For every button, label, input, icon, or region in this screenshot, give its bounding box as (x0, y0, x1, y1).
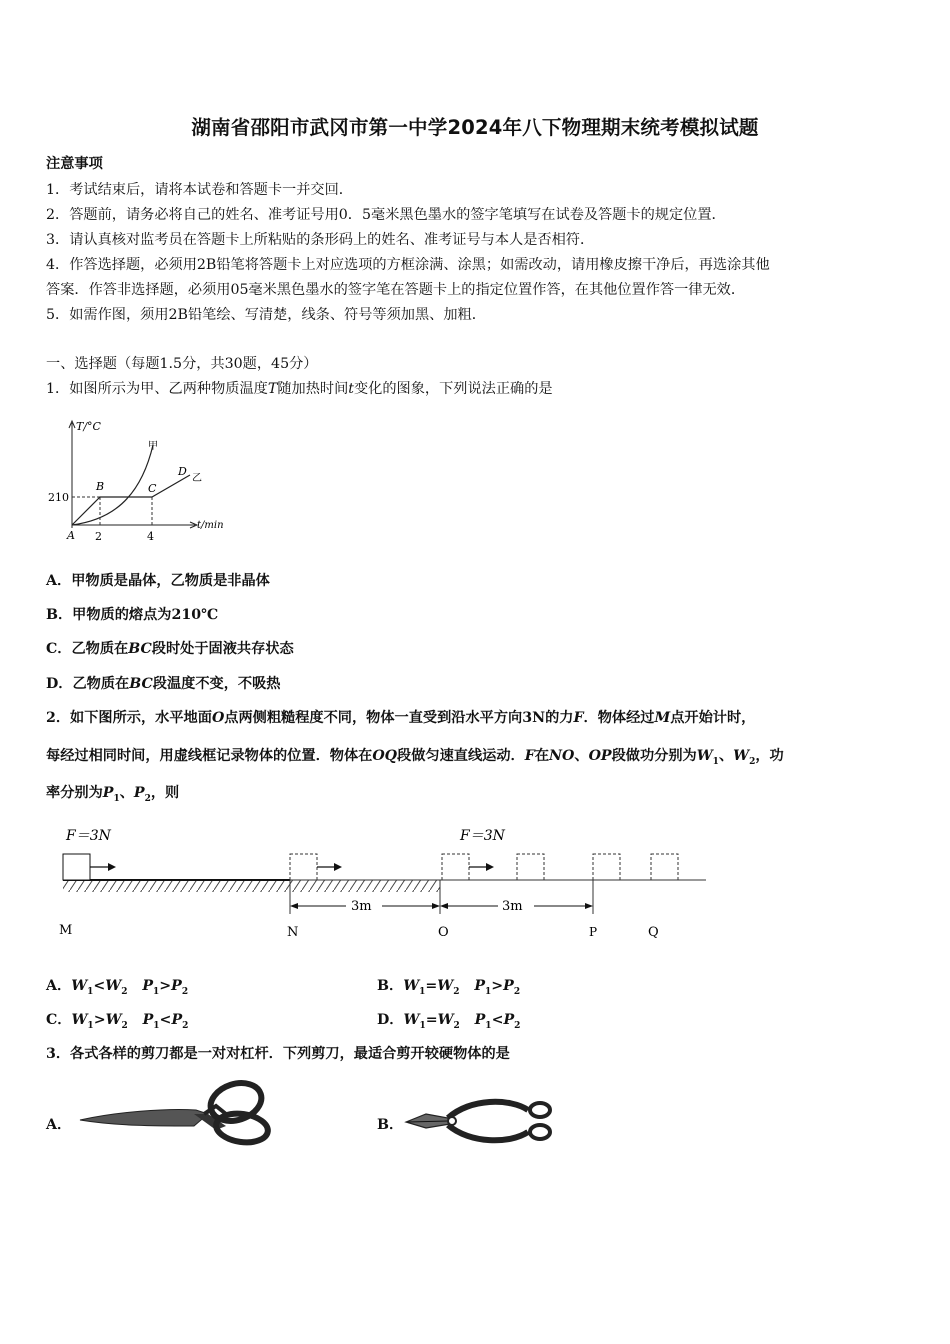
q2-option-a: A．$W_1<W_2$ $P_1>P_2$ (46, 978, 189, 997)
y-tick: 210 (48, 491, 69, 504)
q1-option-b: B．甲物质的熔点为210℃ (46, 607, 219, 623)
q1-option-a: A．甲物质是晶体，乙物质是非晶体 (46, 573, 270, 589)
page-title: 湖南省邵阳市武冈市第一中学2024年八下物理期末统考模拟试题 (191, 116, 759, 139)
notice-item: 5．如需作图，须用2B铅笔绘、写清楚，线条、符号等须加黑、加粗． (46, 307, 486, 323)
q2-stem-line1: 2．如下图所示，水平地面O点两侧粗糙程度不同，物体一直受到沿水平方向3N的力F．物体经过M点开始计时， (46, 710, 756, 726)
q2-stem-line2: 每经过相同时间，用虚线框记录物体的位置．物体在OQ段做匀速直线运动．F在NO、OP段做功分别为$W_1$、$W_2$，功 (46, 748, 784, 767)
curve-label: 甲 (148, 441, 158, 452)
q1-stem: 1．如图所示为甲、乙两种物质温度T随加热时间t变化的图象，下列说法正确的是 (46, 381, 553, 397)
point-label: A (67, 529, 75, 542)
force-label: F＝3N (460, 828, 505, 844)
notice-heading: 注意事项 (46, 156, 103, 172)
section-heading: 一、选择题（每题1.5分，共30题，45分） (46, 356, 318, 372)
notice-item: 1．考试结束后，请将本试卷和答题卡一并交回． (46, 182, 353, 198)
scissors-long-blade-icon (76, 1074, 296, 1149)
point-label-p: P (589, 925, 598, 939)
q3-option-b: B． (377, 1117, 404, 1133)
q2-motion-diagram (46, 818, 726, 948)
y-axis-label: T/°C (76, 420, 101, 433)
distance-label: 3m (502, 899, 523, 914)
curve-yi (72, 475, 190, 525)
notice-item: 2．答题前，请务必将自己的姓名、准考证号用0．5毫米黑色墨水的签字笔填写在试卷及答题卡的规定位置． (46, 207, 726, 223)
notice-item: 答案．作答非选择题，必须用05毫米黑色墨水的签字笔在答题卡上的指定位置作答，在其他位置作答一律无效． (46, 282, 746, 298)
point-label-n: N (287, 925, 299, 940)
point-label: B (96, 480, 105, 493)
point-label-q: Q (648, 925, 659, 940)
point-label-o: O (438, 925, 449, 940)
force-label: F＝3N (66, 828, 111, 844)
x-axis-label: t/min (197, 520, 224, 531)
distance-label: 3m (351, 899, 372, 914)
point-label-m: M (59, 923, 73, 938)
scissors-short-blade-icon (400, 1092, 560, 1152)
notice-item: 4．作答选择题，必须用2B铅笔将答题卡上对应选项的方框涂满、涂黑；如需改动，请用橡皮擦干净后，再选涂其他 (46, 257, 770, 273)
q1-option-d: D．乙物质在BC段温度不变，不吸热 (46, 676, 281, 692)
q2-option-b: B．$W_1=W_2$ $P_1>P_2$ (377, 978, 521, 997)
q1-temperature-graph (40, 415, 240, 545)
curve-label: 乙 (192, 473, 202, 484)
point-label: D (178, 465, 187, 478)
x-tick: 2 (95, 530, 102, 543)
notice-item: 3．请认真核对监考员在答题卡上所粘贴的条形码上的姓名、准考证号与本人是否相符． (46, 232, 595, 248)
point-label: C (148, 482, 157, 495)
q2-option-c: C．$W_1>W_2$ $P_1<P_2$ (46, 1012, 189, 1031)
q3-stem: 3．各式各样的剪刀都是一对对杠杆．下列剪刀，最适合剪开较硬物体的是 (46, 1046, 510, 1062)
q3-option-a: A． (46, 1117, 72, 1133)
q1-option-c: C．乙物质在BC段时处于固液共存状态 (46, 641, 294, 657)
q2-option-d: D．$W_1=W_2$ $P_1<P_2$ (377, 1012, 521, 1031)
x-tick: 4 (147, 530, 154, 543)
q2-stem-line3: 率分别为$P_1$、$P_2$，则 (46, 785, 180, 804)
